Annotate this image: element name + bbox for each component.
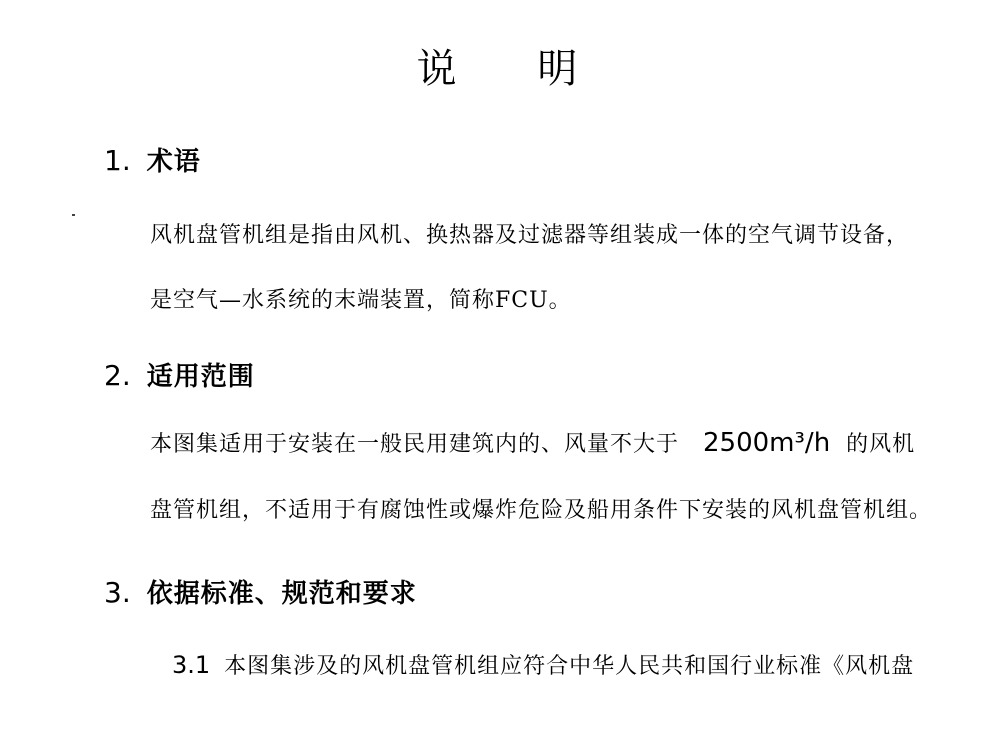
subitem-line (172, 650, 914, 682)
section-title: 术语 (146, 147, 201, 177)
section-number: 1. (104, 144, 131, 177)
scan-speck (72, 214, 75, 216)
paragraph-line: 盘管机组，不适用于有腐蚀性或爆炸危险及船用条件下安装的风机盘管机组。 (150, 498, 933, 523)
airflow-value: 2500m³/h (703, 428, 831, 458)
page-title-text: 说 明 (416, 46, 612, 92)
section-heading-standards (104, 575, 417, 612)
section-heading-terms (104, 143, 201, 180)
section-title: 适用范围 (146, 362, 255, 392)
section-number: 3. (104, 576, 131, 609)
subitem-text: 本图集涉及的风机盘管机组应符合中华人民共和国行业标准《风机盘 (224, 654, 915, 679)
section-number: 2. (104, 359, 131, 392)
section-heading-scope (104, 358, 255, 395)
text-run: 本图集适用于安装在一般民用建筑内的、风量不大于 (150, 432, 680, 457)
paragraph-line: 是空气—水系统的末端装置，简称FCU。 (150, 288, 572, 313)
subitem-number: 3.1 (172, 651, 211, 679)
section-title: 依据标准、规范和要求 (146, 579, 417, 609)
page-title (0, 44, 994, 94)
text-run: 的风机 (846, 432, 916, 457)
paragraph-line (150, 428, 915, 460)
paragraph-line: 风机盘管机组是指由风机、换热器及过滤器等组装成一体的空气调节设备， (150, 223, 910, 248)
